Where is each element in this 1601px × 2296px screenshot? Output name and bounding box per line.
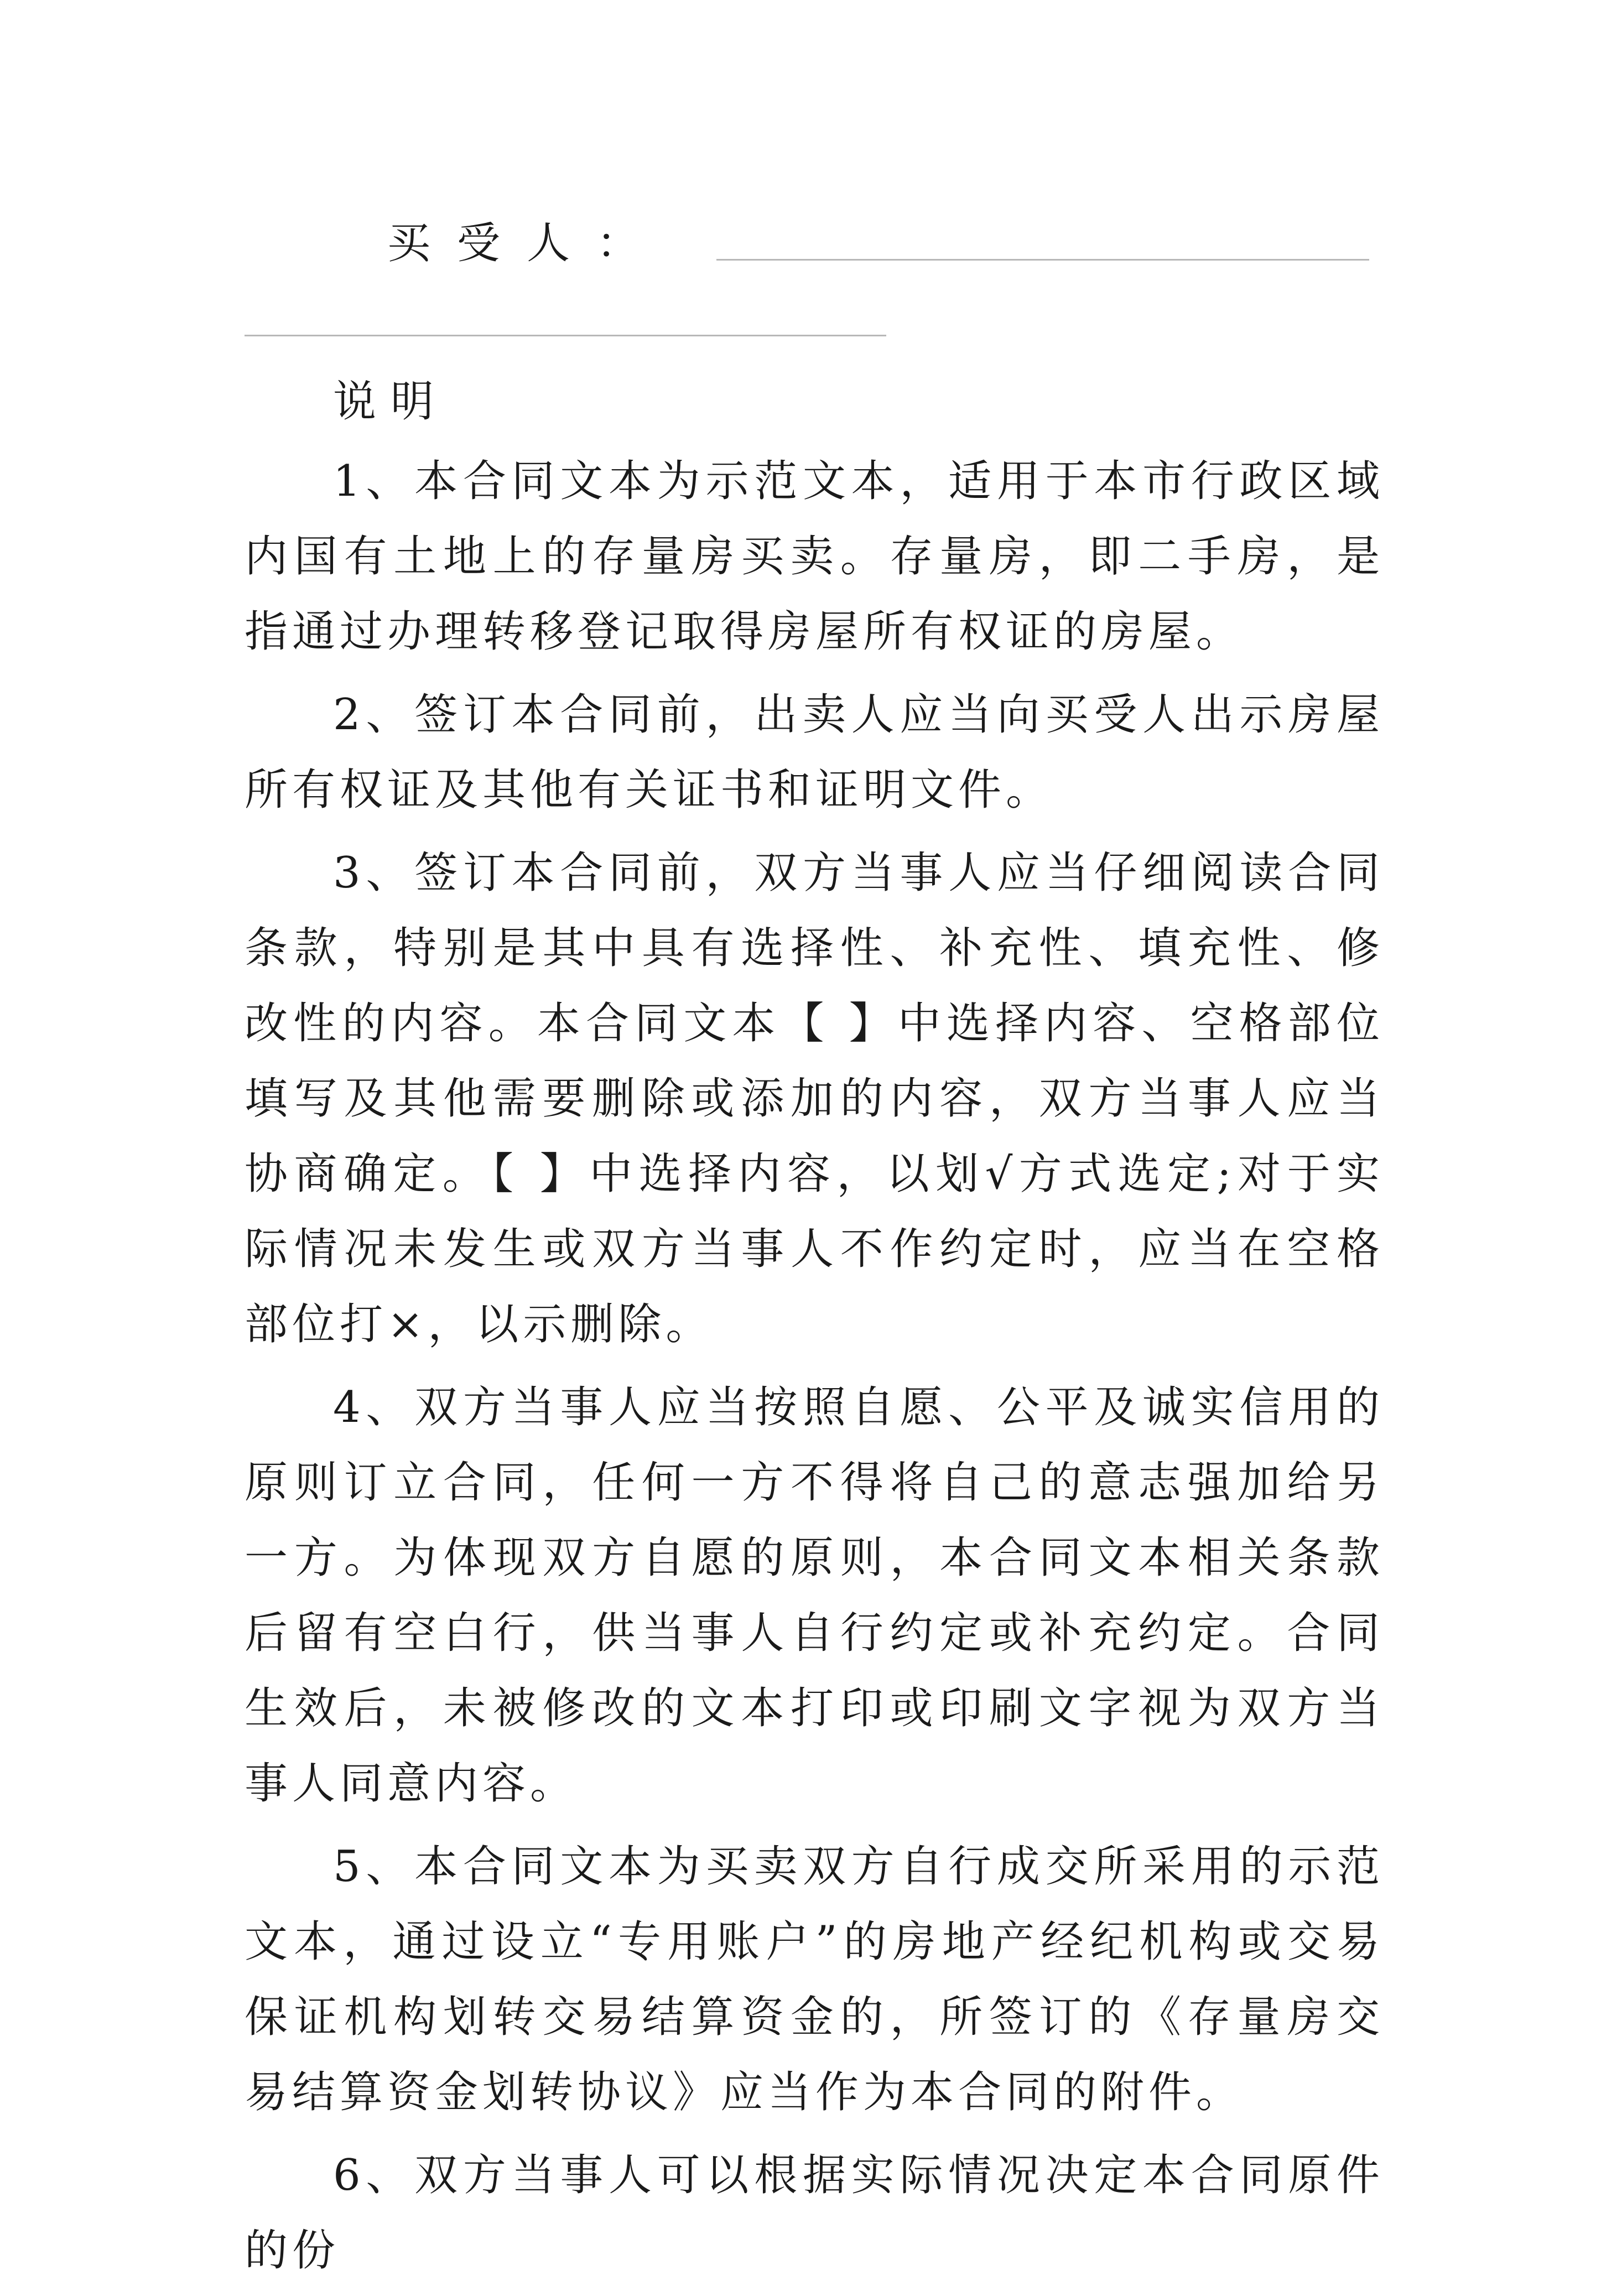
note-paragraph-1: 1、本合同文本为示范文本，适用于本市行政区域内国有土地上的存量房买卖。存量房，即二手房，是指通过办理转移登记取得房屋所有权证的房屋。 — [245, 456, 1384, 657]
note-paragraph-5: 5、本合同文本为买卖双方自行成交所采用的示范文本，通过设立“专用账户”的房地产经纪机构或交易保证机构划转交易结算资金的，所签订的《存量房交易结算资金划转协议》应当作为本合同的附件。 — [245, 1842, 1384, 2117]
buyer-blank-line-continued — [245, 335, 886, 336]
note-paragraph-6: 6、双方当事人可以根据实际情况决定本合同原件的份 — [245, 2150, 1384, 2276]
note-paragraph-2: 2、签订本合同前，出卖人应当向买受人出示房屋所有权证及其他有关证书和证明文件。 — [245, 690, 1384, 815]
notes-heading: 说明 — [333, 377, 449, 427]
note-paragraph-3: 3、签订本合同前，双方当事人应当仔细阅读合同条款，特别是其中具有选择性、补充性、填充性、修改性的内容。本合同文本【 】中选择内容、空格部位填写及其他需要删除或添加的内容，双方当事人应当协商确定。【 】中选择内容，以划√方式选定;对于实际情况未发生或双方当事人不作约定时，应当在空格部位打×，以示删除。 — [245, 848, 1384, 1349]
buyer-blank-line — [716, 259, 1369, 261]
buyer-label: 买受人： — [387, 219, 667, 268]
note-paragraph-4: 4、双方当事人应当按照自愿、公平及诚实信用的原则订立合同，任何一方不得将自己的意志强加给另一方。为体现双方自愿的原则，本合同文本相关条款后留有空白行，供当事人自行约定或补充约定。合同生效后，未被修改的文本打印或印刷文字视为双方当事人同意内容。 — [245, 1383, 1384, 1809]
notes-section — [245, 364, 1384, 2296]
